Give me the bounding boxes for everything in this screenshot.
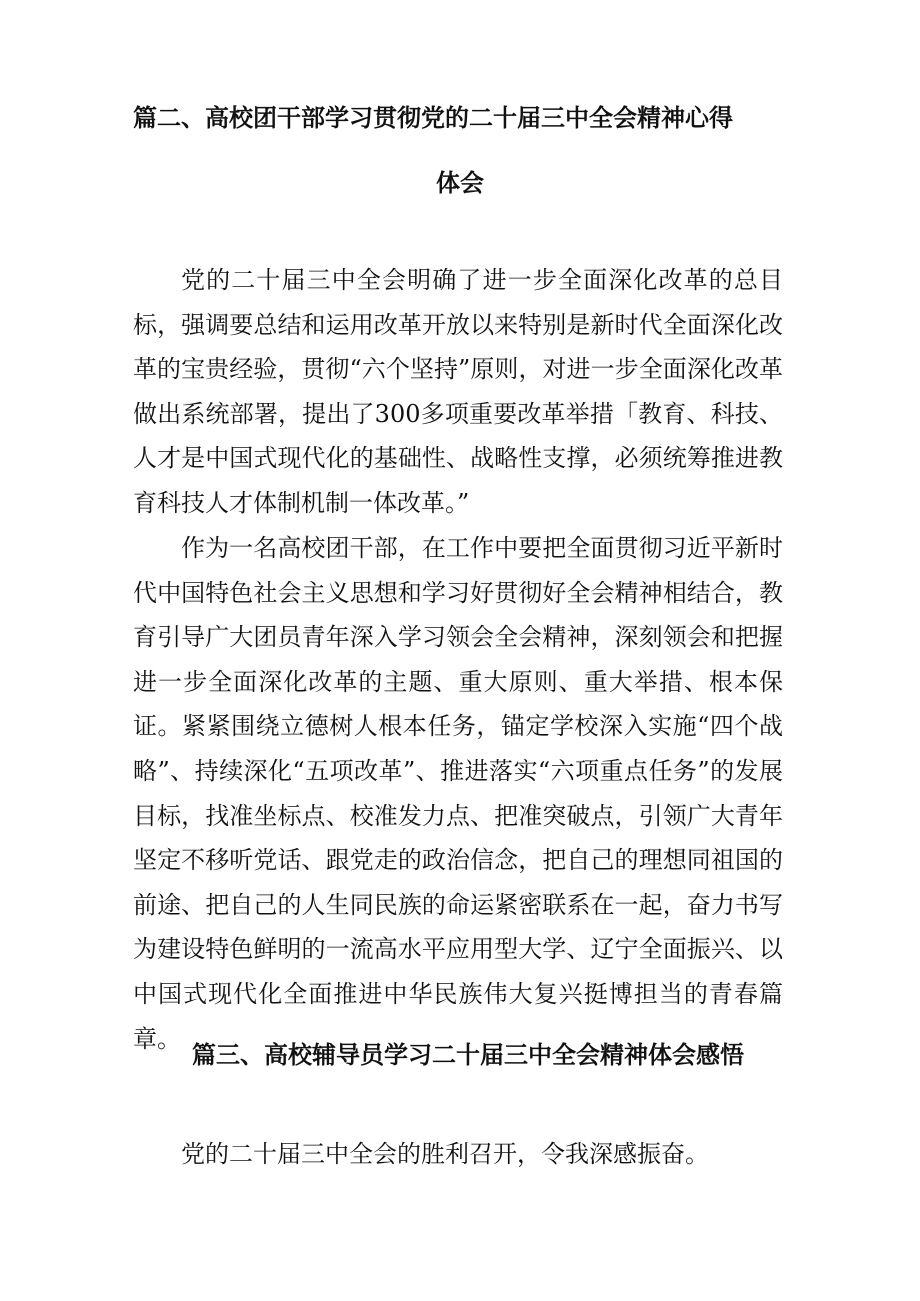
section3-title: 篇三、高校辅导员学习二十届三中全会精神体会感悟 xyxy=(192,1041,744,1069)
section2-title-line1: 篇二、高校团干部学习贯彻党的二十届三中全会精神心得 xyxy=(133,104,733,132)
section2-paragraph-2: 作为一名高校团干部，在工作中要把全面贯彻习近平新时代中国特色社会主义思想和学习好贯彻好全会精神相结合，教育引导广大团员青年深入学习领会全会精神，深刻领会和把握进一步全面深化改革的主题、重大原则、重大举措、根本保证。紧紧围绕立德树人根本任务，锚定学校深入实施“四个战略”、持续深化“五项改革”、推进落实“六项重点任务”的发展目标，找准坐标点、校准发力点、把准突破点，引领广大青年坚定不移听党话、跟党走的政治信念，把自己的理想同祖国的前途、把自己的人生同民族的命运紧密联系在一起，奋力书写为建设特色鲜明的一流高水平应用型大学、辽宁全面振兴、以中国式现代化全面推进中华民族伟大复兴挺博担当的青春篇章。 xyxy=(133,534,783,1053)
section2-title-line2: 体会 xyxy=(436,169,484,197)
section3-paragraph-1: 党的二十届三中全会的胜利召开，令我深感振奋。 xyxy=(181,1140,709,1168)
section2-paragraph-1: 党的二十届三中全会明确了进一步全面深化改革的总目标，强调要总结和运用改革开放以来特别是新时代全面深化改革的宝贵经验，贯彻“六个坚持”原则，对进一步全面深化改革做出系统部署，提出了300多项重要改革举措「教育、科技、人才是中国式现代化的基础性、战略性支撑，必须统筹推进教育科技人才体制机制一体改革。” xyxy=(133,266,783,517)
